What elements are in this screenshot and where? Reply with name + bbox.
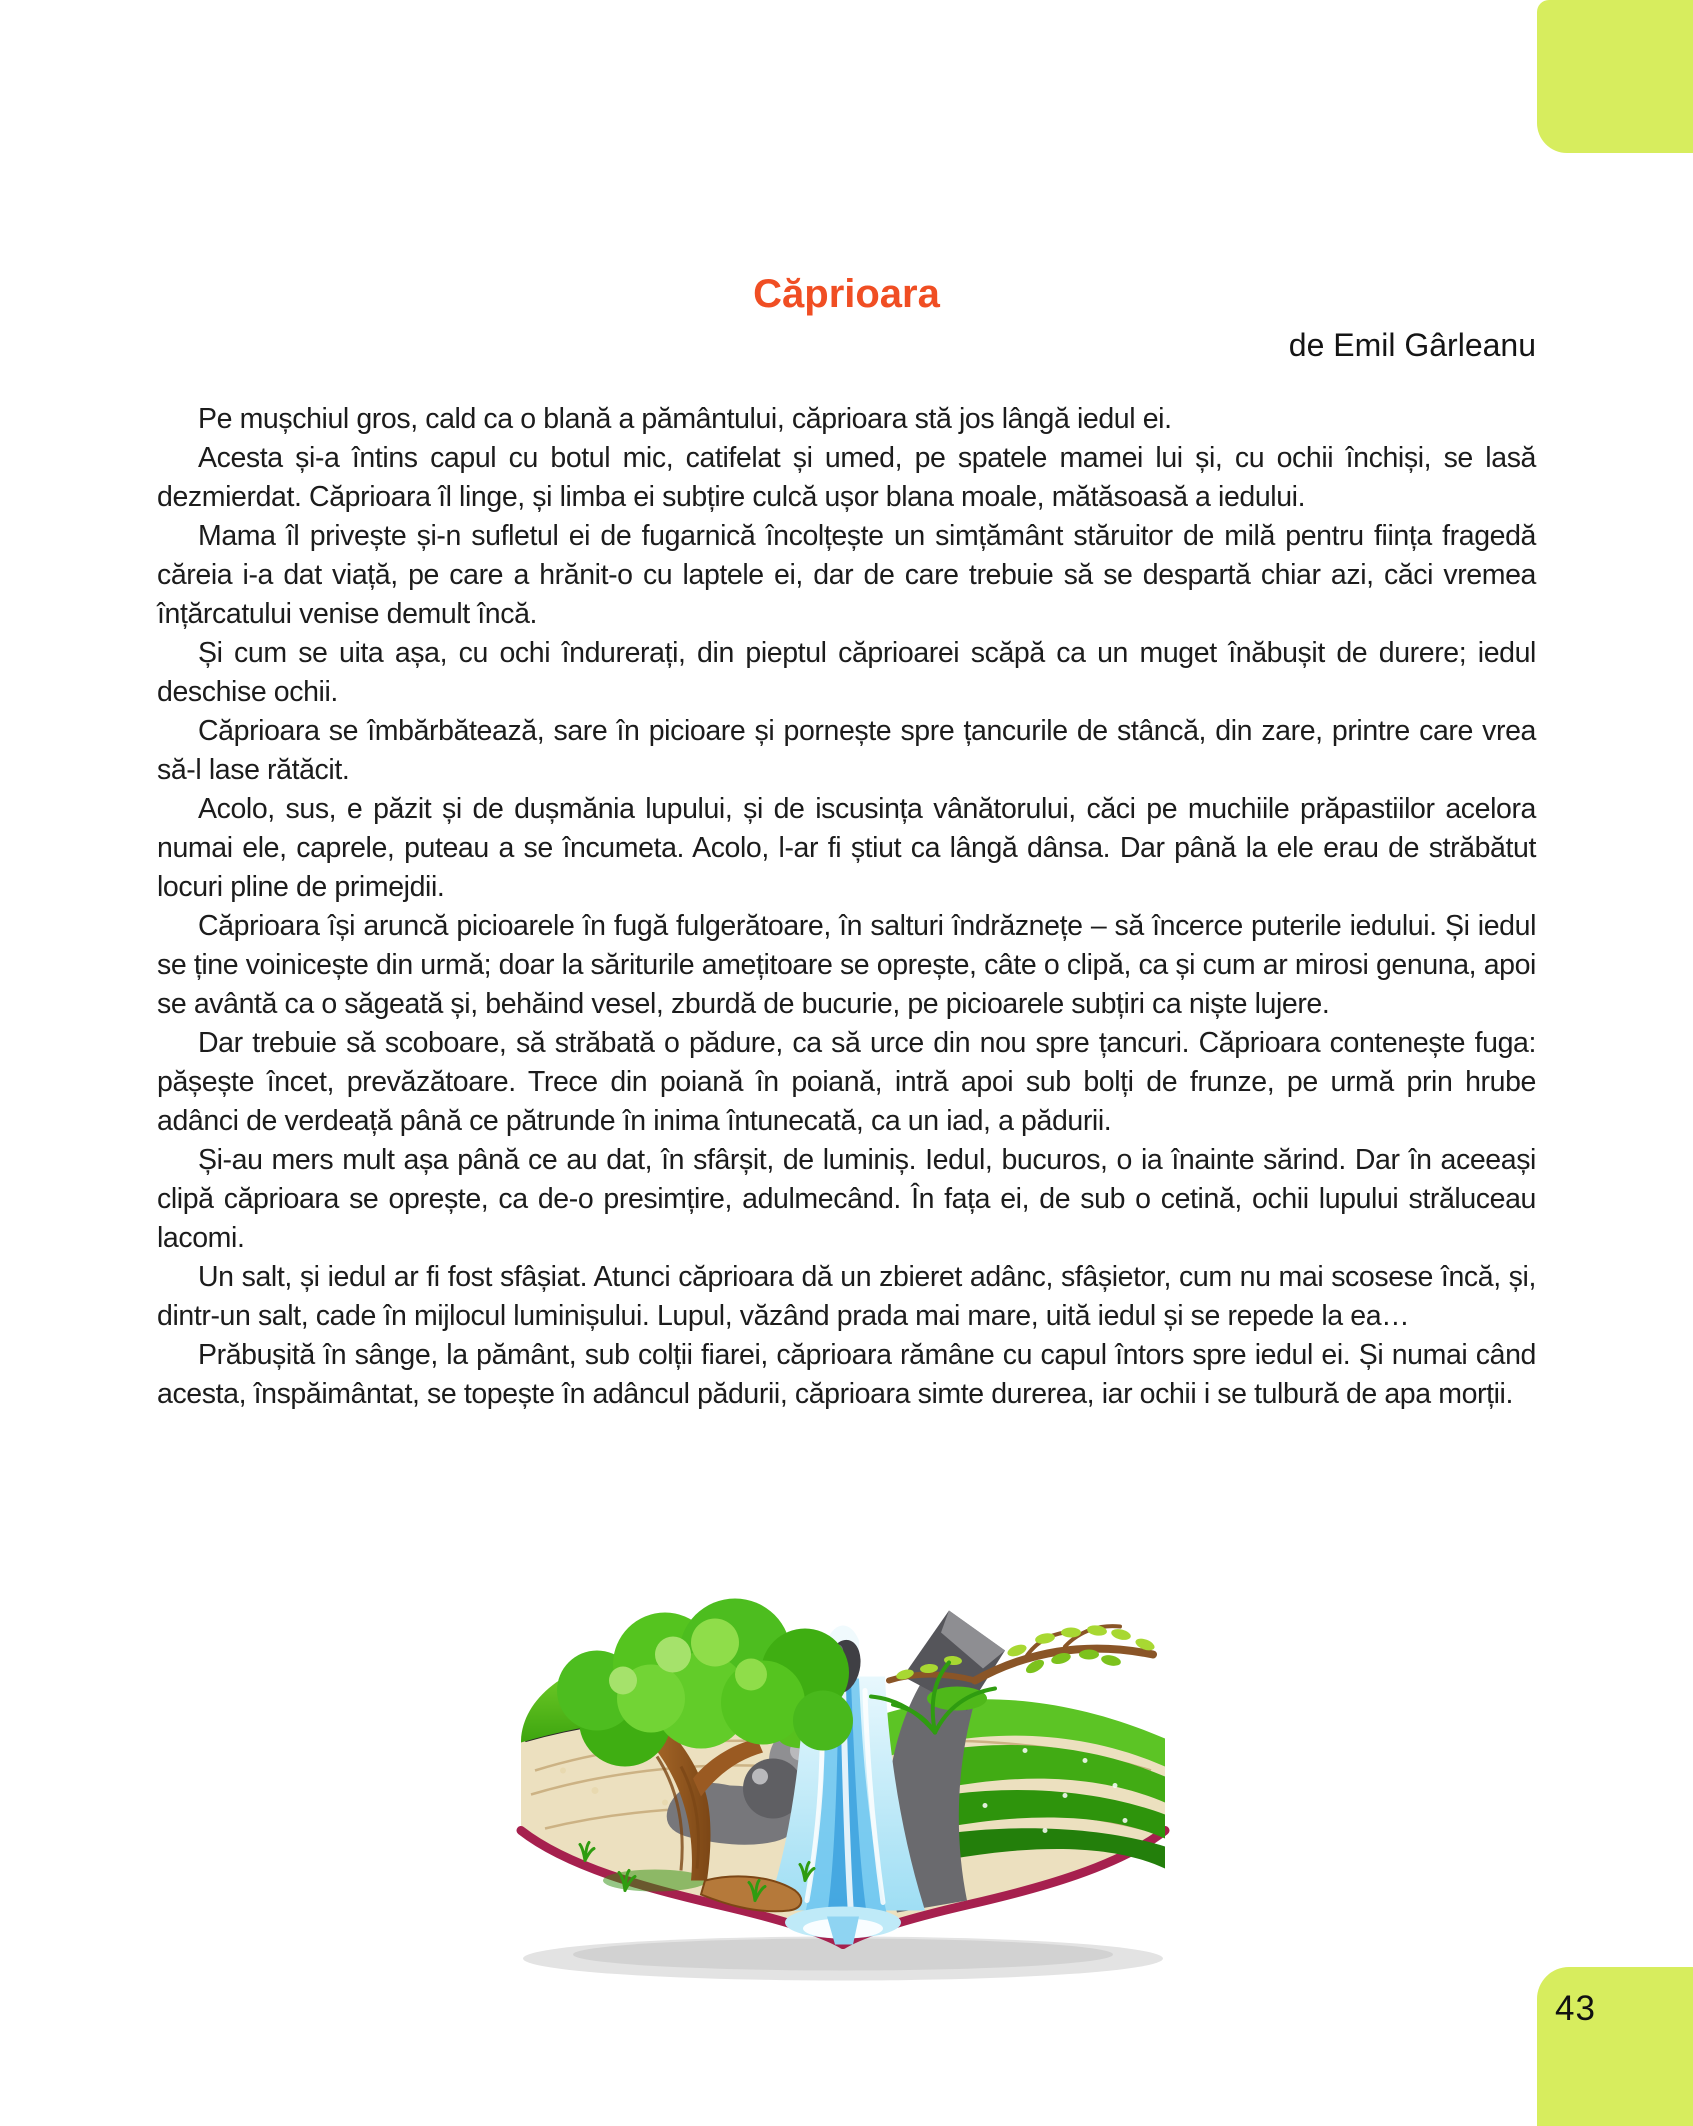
story-paragraph: Și-au mers mult așa până ce au dat, în sfârșit, de luminiș. Iedul, bucuros, o ia înainte sărind. Dar în aceeași clipă căprioara se oprește, ca de-o presimțire, adulmecând. În fața ei, de sub o cetină, ochii lupului străluceau lacomi. [157, 1144, 1536, 1255]
story-paragraph: Dar trebuie să scoboare, să străbată o pădure, ca să urce din nou spre țancuri. Căprioara contenește fuga: pășește încet, prevăzătoare. Trece din poiană în poiană, intră apoi sub bolți de frunze, pe urmă prin hrube adânci de verdeață până ce pătrunde în inima întunecată, ca un iad, a pădurii. [157, 1027, 1536, 1138]
story-paragraph: Un salt, și iedul ar fi fost sfâșiat. Atunci căprioara dă un zbieret adânc, sfâșietor, cum nu mai scosese încă, și, dintr-un salt, cade în mijlocul luminișului. Lupul, văzând prada mai mare, uită iedul și se repede la ea… [157, 1261, 1536, 1333]
story-body [157, 400, 1536, 1414]
page-number: 43 [1555, 1989, 1596, 2028]
story-content [157, 0, 1536, 1414]
story-paragraph: Acesta și-a întins capul cu botul mic, catifelat și umed, pe spatele mamei lui și, cu ochii închiși, se lasă dezmierdat. Căprioara îl linge, și limba ei subțire culcă ușor blana moale, mătăsoasă a iedului. [157, 442, 1536, 514]
corner-tab-bottom [1537, 1967, 1693, 2126]
story-paragraph: Căprioara își aruncă picioarele în fugă fulgerătoare, în salturi îndrăznețe – să încerce puterile iedului. Și iedul se ține voinicește din urmă; doar la săriturile amețitoare se oprește, câte o clipă, ca și cum ar mirosi genuna, apoi se avântă ca o săgeată și, behăind vesel, zburdă de bucurie, pe picioarele subțiri ca niște lujere. [157, 910, 1536, 1021]
story-paragraph: Căprioara se îmbărbătează, sare în picioare și pornește spre țancurile de stâncă, din zare, printre care vrea să-l lase rătăcit. [157, 715, 1536, 787]
story-paragraph: Acolo, sus, e păzit și de dușmănia lupului, și de iscusința vânătorului, căci pe muchiile prăpastiilor acelora numai ele, caprele, puteau a se încumeta. Acolo, l-ar fi știut ca lângă dânsa. Dar până la ele erau de străbătut locuri pline de primejdii. [157, 793, 1536, 904]
page-title: Căprioara [753, 272, 940, 316]
story-paragraph: Și cum se uita așa, cu ochi îndurerați, din pieptul căprioarei scăpă ca un muget înăbușit de durere; iedul deschise ochii. [157, 637, 1536, 709]
story-author: de Emil Gârleanu [1288, 327, 1536, 363]
story-paragraph: Prăbușită în sânge, la pământ, sub colții fiarei, căprioara rămâne cu capul întors spre iedul ei. Și numai când acesta, înspăimântat, se topește în adâncul pădurii, căprioara simte durerea, iar ochii i se tulbură de apa morții. [157, 1339, 1536, 1411]
story-paragraph: Mama îl privește și-n sufletul ei de fugarnică încolțește un simțământ stăruitor de milă pentru ființa fragedă căreia i-a dat viață, pe care a hrănit-o cu laptele ei, dar de care trebuie să se despartă chiar azi, căci vremea înțărcatului venise demult încă. [157, 520, 1536, 631]
storybook-illustration-svg [505, 1578, 1180, 1993]
storybook-illustration [505, 1578, 1180, 1993]
story-paragraph: Pe mușchiul gros, cald ca o blană a pământului, căprioara stă jos lângă iedul ei. [198, 403, 1172, 436]
corner-tab-top [1537, 0, 1693, 153]
